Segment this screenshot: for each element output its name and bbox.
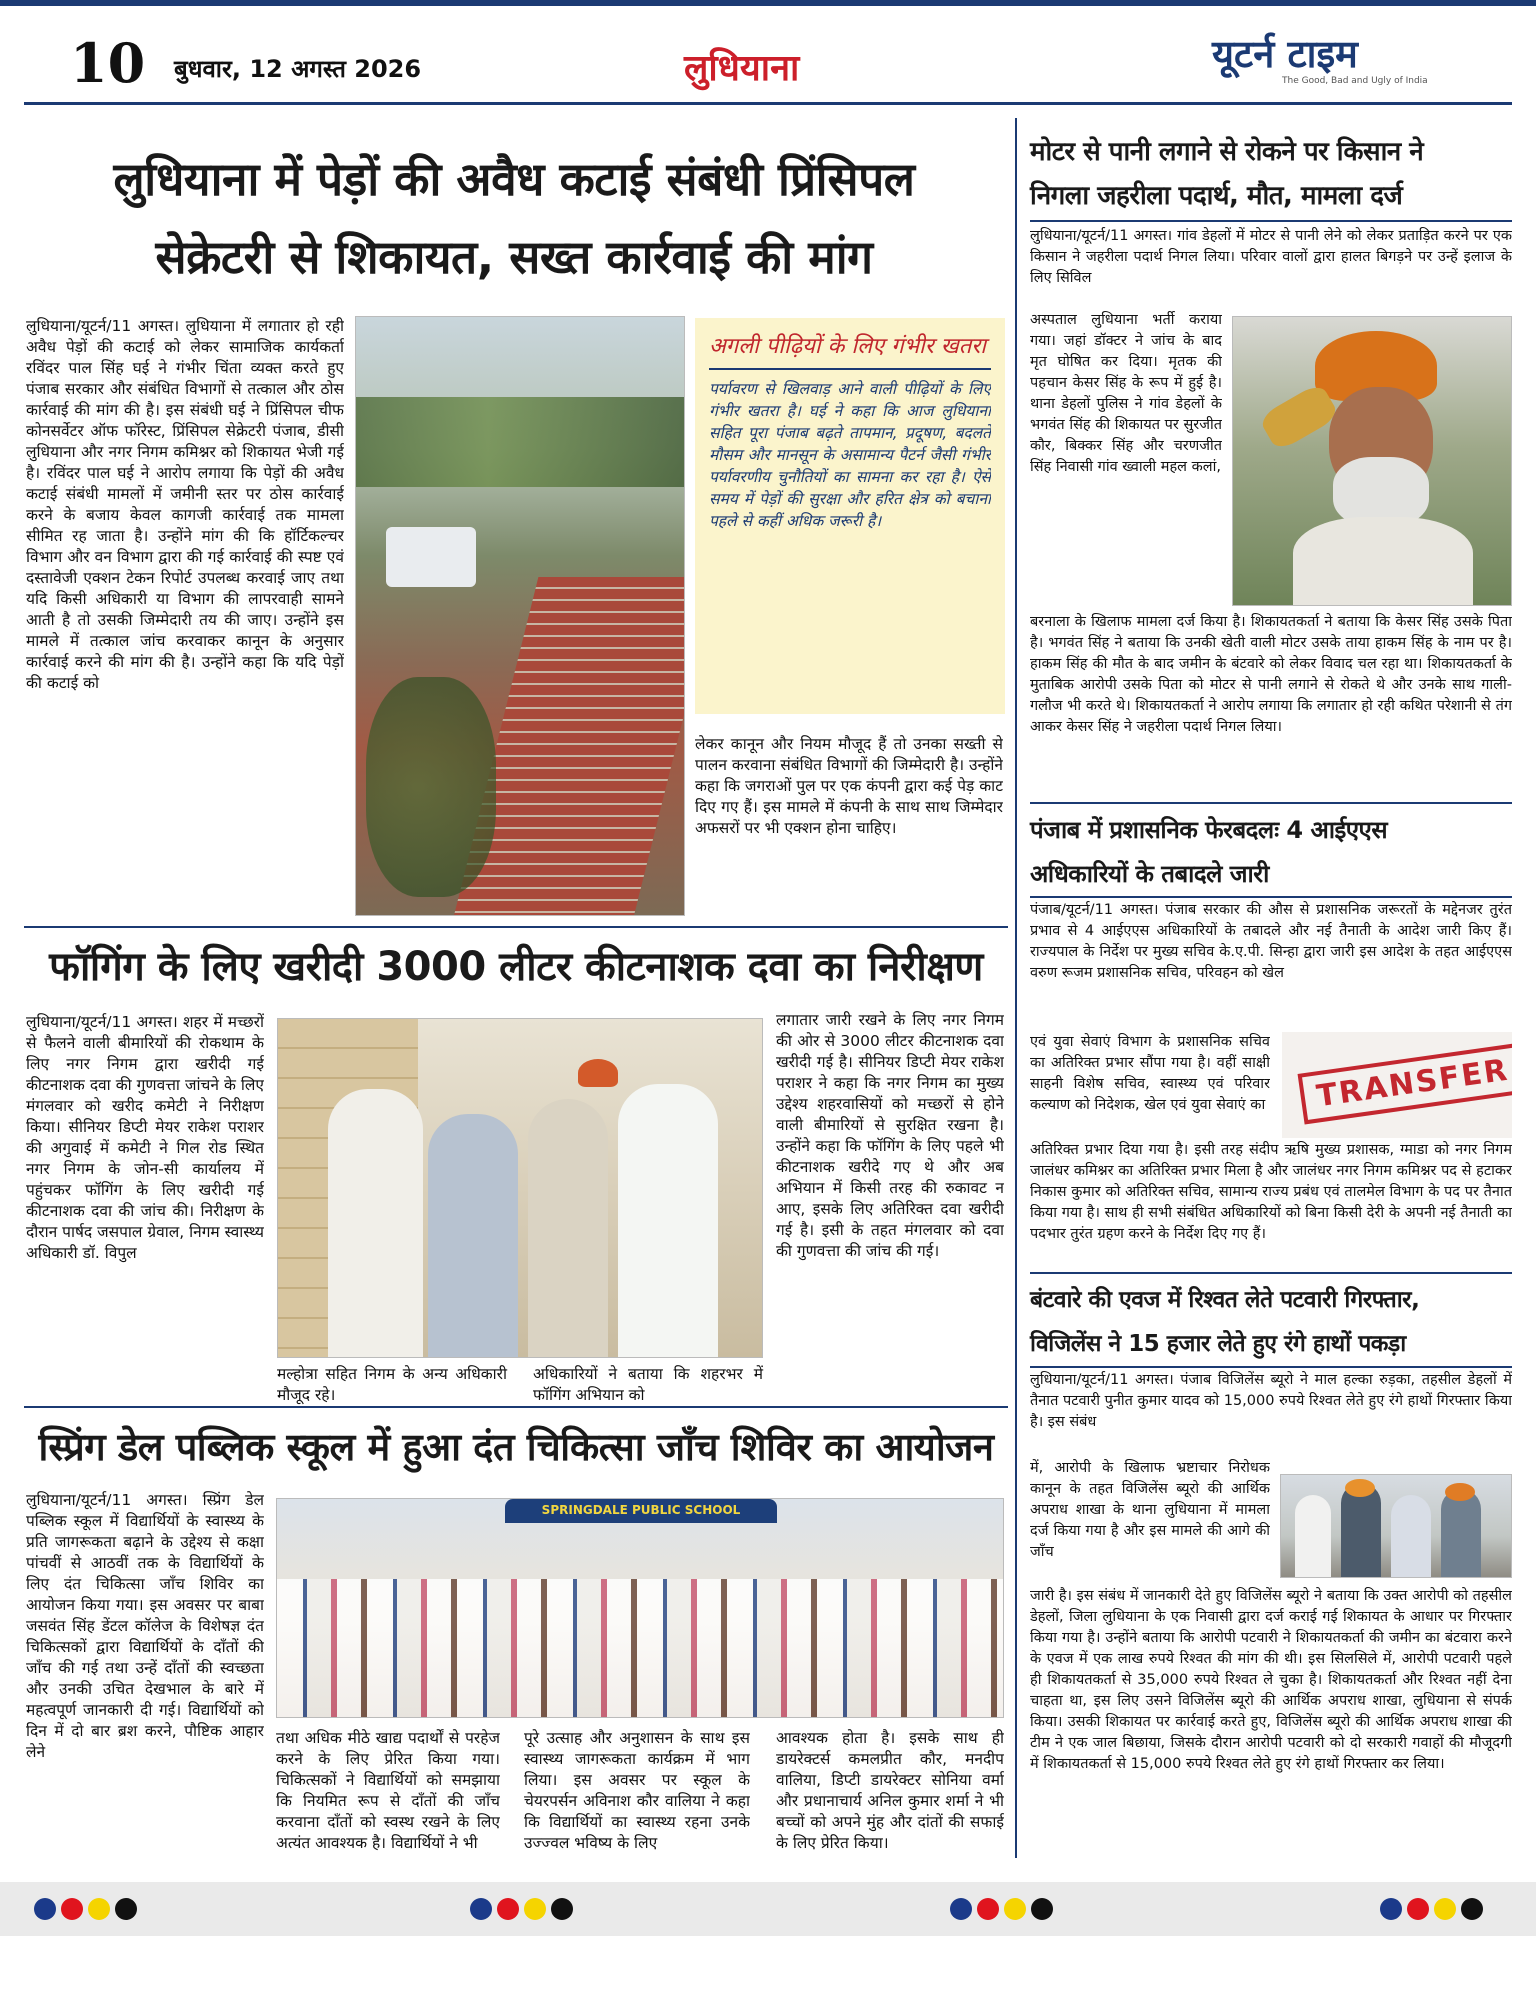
footer-margin bbox=[0, 1936, 1536, 2008]
article5-lead: पंजाब/यूटर्न/11 अगस्त। पंजाब सरकार की औस से प्रशासनिक जरूरतों के मद्देनजर तुरंत प्रभाव से 4 आईएएस अधिकारियों के तबादले और नई तैनाती के आदेश जारी किए हैं। राज्यपाल के निर्देश पर मुख्य सचिव के.ए.पी. सिन्हा द्वारा जारी इस आदेश के तहत आईएएस वरुण रूजम प्रशासनिक सचिव, परिवहन को खेल bbox=[1030, 902, 1512, 981]
rule-5b bbox=[1030, 896, 1512, 898]
rule-5 bbox=[1030, 802, 1512, 804]
box-title: अगली पीढ़ियों के लिए गंभीर खतरा bbox=[709, 334, 986, 359]
rule-6b bbox=[1030, 1366, 1512, 1368]
registration-dot bbox=[497, 1898, 519, 1920]
registration-dot bbox=[470, 1898, 492, 1920]
registration-dot bbox=[950, 1898, 972, 1920]
article4-rest: बरनाला के खिलाफ मामला दर्ज किया है। शिकायतकर्ता ने बताया कि केसर सिंह उसके पिता है। भगवंत सिंह ने बताया कि उनकी खेती वाली मोटर उसके ताया हाकम सिंह के नाम पर है। हाकम सिंह की मौत के बाद जमीन के बंटवारे को लेकर विवाद चल रहा था। शिकायतकर्ता के मुताबिक आरोपी उसके पिता को मोटर से पानी लगाने से रोकते थे और उनके साथ गाली-गलौज भी करते थे। शिकायतकर्ता ने आरोप लगाया कि लगातार हो रही कथित परेशानी से तंग आकर केसर सिंह ने जहरीला पदार्थ निगल लिया। bbox=[1030, 614, 1512, 735]
rule-4 bbox=[1030, 220, 1512, 222]
article2-col3: लगातार जारी रखने के लिए नगर निगम की ओर से 3000 लीटर कीटनाशक दवा खरीदी गई है। सीनियर डिप्टी मेयर राकेश पराशर ने कहा कि नगर निगम का मुख्य उद्देश्य शहरवासियों को मच्छरों से होने वाली बीमारियों से सुरक्षित रखना है। उन्होंने कहा कि फॉगिंग के लिए पहले भी कीटनाशक खरीदे गए थे और अब अभियान में किसी तरह की रुकावट न आए, इसके लिए अतिरिक्त दवा खरीदी गई है। इसी के तहत मंगलवार को दवा की गुणवत्ता की जांच की गई। bbox=[776, 1011, 1004, 1260]
registration-dot bbox=[88, 1898, 110, 1920]
article4-side: अस्पताल लुधियाना भर्ती कराया गया। जहां डॉक्टर ने जांच के बाद मृत घोषित कर दिया। मृतक की पहचान केसर सिंह के रूप में हुई है। थाना डेहलों पुलिस ने गांव डेहलों के भगवंत सिंह की शिकायत पर सुरजीत कौर, बिक्कर सिंह और चरणजीत सिंह निवासी गांव ख्वाली महल कलां, bbox=[1030, 312, 1222, 475]
article3-col2: तथा अधिक मीठे खाद्य पदार्थों से परहेज करने के लिए प्रेरित किया गया। चिकित्सकों ने विद्यार्थियों को समझाया कि नियमित रूप से दाँतों की जाँच करवाना दाँतों को स्वस्थ रखने के लिए अत्यंत आवश्यक है। विद्यार्थियों ने भी bbox=[276, 1729, 500, 1852]
article4-lead: लुधियाना/यूटर्न/11 अगस्त। गांव डेहलों में मोटर से पानी लेने को लेकर प्रताड़ित करने पर एक किसान ने जहरीला पदार्थ निगल लिया। परिवार वालों द्वारा हालत बिगड़ने पर उन्हें इलाज के लिए सिविल bbox=[1030, 228, 1512, 286]
top-rule bbox=[0, 0, 1536, 6]
masthead bbox=[24, 30, 1512, 100]
rule-2 bbox=[24, 926, 1008, 928]
logo-text: यूटर्न टाइम bbox=[1212, 32, 1358, 76]
headline-fogging: फॉगिंग के लिए खरीदी 3000 लीटर कीटनाशक दवा का निरीक्षण bbox=[49, 944, 983, 990]
fogging-inspection-photo bbox=[277, 1018, 763, 1358]
registration-dot bbox=[1434, 1898, 1456, 1920]
column-divider bbox=[1015, 118, 1017, 1858]
article5-side: एवं युवा सेवाएं विभाग के प्रशासनिक सचिव का अतिरिक्त प्रभार सौंपा गया है। वहीं साक्षी साहनी विशेष सचिव, स्वास्थ्य एवं परिवार कल्याण को निदेशक, खेल एवं युवा सेवाएं का bbox=[1030, 1034, 1270, 1113]
headline-tree-felling: लुधियाना में पेड़ों की अवैध कटाई संबंधी प्रिंसिपल सेक्रेटरी से शिकायत, सख्त कार्रवाई की मांग bbox=[113, 152, 915, 284]
masthead-rule bbox=[24, 102, 1512, 105]
registration-dot bbox=[1461, 1898, 1483, 1920]
headline-dental-camp: स्प्रिंग डेल पब्लिक स्कूल में हुआ दंत चिकित्सा जाँच शिविर का आयोजन bbox=[38, 1425, 994, 1469]
box-rule bbox=[709, 368, 991, 370]
article3-col3: पूरे उत्साह और अनुशासन के साथ इस स्वास्थ्य जागरूकता कार्यक्रम में भाग लिया। इस अवसर पर स्कूल के चेयरपर्सन अविनाश कौर वालिया ने कहा कि विद्यार्थियों का स्वास्थ्य रहना उनके उज्ज्वल भविष्य के लिए bbox=[524, 1729, 750, 1852]
logo bbox=[1212, 32, 1512, 94]
registration-dot bbox=[551, 1898, 573, 1920]
issue-date: बुधवार, 12 अगस्त 2026 bbox=[174, 55, 422, 83]
registration-dot bbox=[34, 1898, 56, 1920]
registration-dot bbox=[524, 1898, 546, 1920]
article3-col1: लुधियाना/यूटर्न/11 अगस्त। स्प्रिंग डेल पब्लिक स्कूल में विद्यार्थियों के स्वास्थ्य के प्रति जागरूकता बढ़ाने के उद्देश्य से कक्षा पांचवीं से आठवीं तक के विद्यार्थियों के लिए दंत चिकित्सा जाँच शिविर का आयोजन किया गया। इस अवसर पर बाबा जसवंत सिंह डेंटल कॉलेज के विशेषज्ञ दंत चिकित्सकों द्वारा विद्यार्थियों के दाँतों की जाँच की गई तथा उन्हें दाँतों की स्वच्छता और उनकी उचित देखभाल के बारे में महत्वपूर्ण जानकारी दी गई। विद्यार्थियों को दिन में दो बार ब्रश करने, पौष्टिक आहार लेने bbox=[26, 1491, 264, 1761]
reg-marks-2 bbox=[470, 1898, 578, 1924]
registration-dot bbox=[1031, 1898, 1053, 1920]
registration-dot bbox=[115, 1898, 137, 1920]
tree-cutting-photo bbox=[355, 316, 685, 916]
registration-dot bbox=[61, 1898, 83, 1920]
headline-farmer: मोटर से पानी लगाने से रोकने पर किसान ने निगला जहरीला पदार्थ, मौत, मामला दर्ज bbox=[1030, 137, 1424, 211]
rule-6 bbox=[1030, 1272, 1512, 1274]
registration-dot bbox=[1004, 1898, 1026, 1920]
article2-col1: लुधियाना/यूटर्न/11 अगस्त। शहर में मच्छरों से फैलने वाली बीमारियों की रोकथाम के लिए नगर निगम द्वारा खरीदी गई कीटनाशक दवा की गुणवत्ता जांचने के लिए मंगलवार को खरीद कमेटी ने निरीक्षण किया। सीनियर डिप्टी मेयर राकेश पराशर की अगुवाई में कमेटी ने गिल रोड स्थित नगर निगम के जोन-सी कार्यालय में पहुंचकर फॉगिंग के लिए खरीदी गई कीटनाशक दवा की जांच की। निरीक्षण के दौरान पार्षद जसपाल ग्रेवाल, निगम स्वास्थ्य अधिकारी डॉ. विपुल bbox=[26, 1013, 264, 1262]
article6-rest: जारी है। इस संबंध में जानकारी देते हुए विजिलेंस ब्यूरो ने बताया कि उक्त आरोपी को तहसील डेहलों, जिला लुधियाना के एक निवासी द्वारा दर्ज कराई गई शिकायत के आधार पर गिरफ्तार किया गया है। उन्होंने बताया कि आरोपी पटवारी ने शिकायतकर्ता की जमीन का बंटवारा करने के एवज में एक लाख रुपये रिश्वत की मांग की थी। इस सिलसिले में, आरोपी पटवारी पहले ही शिकायतकर्ता से 35,000 रुपये रिश्वत ले चुका है। शिकायतकर्ता और रिश्वत नहीं देना चाहता था, इस लिए उसने विजिलेंस ब्यूरो की आर्थिक अपराध शाखा, लुधियाना से संपर्क किया। उसकी शिकायत पर कार्रवाई करते हुए, विजिलेंस ब्यूरो की आर्थिक अपराध शाखा की टीम ने एक जाल बिछाया, जिसके दौरान आरोपी पटवारी को दो सरकारी गवाहों की मौजूदगी में शिकायतकर्ता से 15,000 रुपये रिश्वत लेते हुए रंगे हाथों गिरफ्तार कर लिया। bbox=[1030, 1588, 1512, 1772]
highlight-box bbox=[695, 318, 1005, 714]
section-name: लुधियाना bbox=[684, 48, 800, 89]
registration-dot bbox=[1380, 1898, 1402, 1920]
article5-rest: अतिरिक्त प्रभार दिया गया है। इसी तरह संदीप ऋषि मुख्य प्रशासक, ग्माडा को नगर निगम जालंधर कमिश्नर का अतिरिक्त प्रभार मिला है और जालंधर नगर निगम कमिश्नर पद से हटाकर निकास कुमार को अतिरिक्त सचिव, सामान्य राज्य प्रबंध एवं तालमेल विभाग के पद पर तैनात किया गया है। साथ ही सभी संबंधित अधिकारियों को बिना किसी देरी के अपनी नई तैनाती का पदभार तुरंत ग्रहण करने के निर्देश दिए गए हैं। bbox=[1030, 1142, 1512, 1242]
fogging-caption-a: मल्होत्रा सहित निगम के अन्य अधिकारी मौजूद रहे। bbox=[277, 1365, 507, 1404]
farmer-photo bbox=[1232, 316, 1512, 606]
box-text: पर्यावरण से खिलवाड़ आने वाली पीढ़ियों के लिए गंभीर खतरा है। घई ने कहा कि आज लुधियाना सहित पूरा पंजाब बढ़ते तापमान, प्रदूषण, बदलते मौसम और मानसून के असामान्य पैटर्न जैसी गंभीर पर्यावरणीय चुनौतियों का सामना कर रहा है। ऐसे समय में पेड़ों की सुरक्षा और हरित क्षेत्र को बचाना पहले से कहीं अधिक जरूरी है। bbox=[709, 380, 991, 530]
dental-camp-photo bbox=[276, 1498, 1004, 1718]
transfer-stamp-image bbox=[1282, 1032, 1512, 1138]
school-banner: SPRINGDALE PUBLIC SCHOOL bbox=[541, 1503, 741, 1517]
rule-3 bbox=[24, 1406, 1008, 1408]
reg-marks-3 bbox=[950, 1898, 1058, 1924]
page-number: 10 bbox=[70, 31, 146, 95]
transfer-stamp: TRANSFER bbox=[1298, 1043, 1512, 1125]
registration-dot bbox=[1407, 1898, 1429, 1920]
vigilance-photo bbox=[1280, 1474, 1512, 1578]
article3-col4: आवश्यक होता है। इसके साथ ही डायरेक्टर्स कमलप्रीत कौर, मनदीप वालिया, डिप्टी डायरेक्टर सोनिया वर्मा और प्रधानाचार्य अनिल कुमार शर्मा ने भी बच्चों को अपने मुंह और दांतों की सफाई के लिए प्रेरित किया। bbox=[776, 1729, 1004, 1852]
article6-lead: लुधियाना/यूटर्न/11 अगस्त। पंजाब विजिलेंस ब्यूरो ने माल हल्का रुड़का, तहसील डेहलों में तैनात पटवारी पुनीत कुमार यादव को 15,000 रुपये रिश्वत लेते हुए रंगे हाथों गिरफ्तार किया है। इस संबंध bbox=[1030, 1372, 1512, 1430]
fogging-caption-b: अधिकारियों ने बताया कि शहरभर में फॉगिंग अभियान को bbox=[533, 1365, 763, 1404]
footer-strip bbox=[0, 1882, 1536, 1936]
article6-side: में, आरोपी के खिलाफ भ्रष्टाचार निरोधक कानून के तहत विजिलेंस ब्यूरो की आर्थिक अपराध शाखा के थाना लुधियाना में मामला दर्ज किया गया है और इस मामले की आगे की जाँच bbox=[1030, 1460, 1270, 1560]
article1-col3: लेकर कानून और नियम मौजूद हैं तो उनका सख्ती से पालन करवाना संबंधित विभागों की जिम्मेदारी है। उन्होंने कहा कि जगराओं पुल पर एक कंपनी द्वारा कई पेड़ काट दिए गए हैं। इस मामले में कंपनी के साथ साथ जिम्मेदार अफसरों पर भी एक्शन होना चाहिए। bbox=[695, 735, 1003, 837]
headline-patwari-arrest: बंटवारे की एवज में रिश्वत लेते पटवारी गिरफ्तार, विजिलेंस ने 15 हजार लेते हुए रंगे हाथों पकड़ा bbox=[1030, 1287, 1420, 1357]
reg-marks-4 bbox=[1380, 1898, 1488, 1924]
registration-dot bbox=[977, 1898, 999, 1920]
article1-col1: लुधियाना/यूटर्न/11 अगस्त। लुधियाना में लगातार हो रही अवैध पेड़ों की कटाई को लेकर सामाजिक कार्यकर्ता रविंदर पाल सिंह घई ने गंभीर चिंता व्यक्त करते हुए पंजाब सरकार और संबंधित विभागों से तत्काल और ठोस कार्रवाई की मांग की है। इस संबंधी घई ने प्रिंसिपल चीफ कोनसर्वेटर ऑफ फॉरेस्ट, प्रिंसिपल सेक्रेटरी पंजाब, डीसी लुधियाना और नगर निगम कमिश्नर को शिकायत भेजी गई है। रविंदर पाल घई ने आरोप लगाया कि पेड़ों की अवैध कटाई संबंधी मामलों में जमीनी स्तर पर ठोस कार्रवाई करने के बजाय केवल कागजी कार्रवाई तक मामला सीमित रह जाता है। उन्होंने मांग की कि हॉर्टिकल्चर विभाग और वन विभाग द्वारा की गई कार्रवाई की स्पष्ट एवं दस्तावेजी एक्शन टेकन रिपोर्ट उपलब्ध करवाई जाए तथा यदि किसी अधिकारी या विभाग की लापरवाही सामने आती है तो उसकी जिम्मेदारी तय की जाए। उन्होंने इस मामले में तत्काल जांच करवाकर कानून के अनुसार कार्रवाई करने की मांग की है। उन्होंने कहा कि यदि पेड़ों की कटाई को bbox=[26, 317, 344, 692]
logo-tagline: The Good, Bad and Ugly of India bbox=[1282, 76, 1428, 86]
headline-ias-transfer: पंजाब में प्रशासनिक फेरबदलः 4 आईएएस अधिकारियों के तबादले जारी bbox=[1030, 816, 1388, 888]
reg-marks-1 bbox=[34, 1898, 142, 1924]
